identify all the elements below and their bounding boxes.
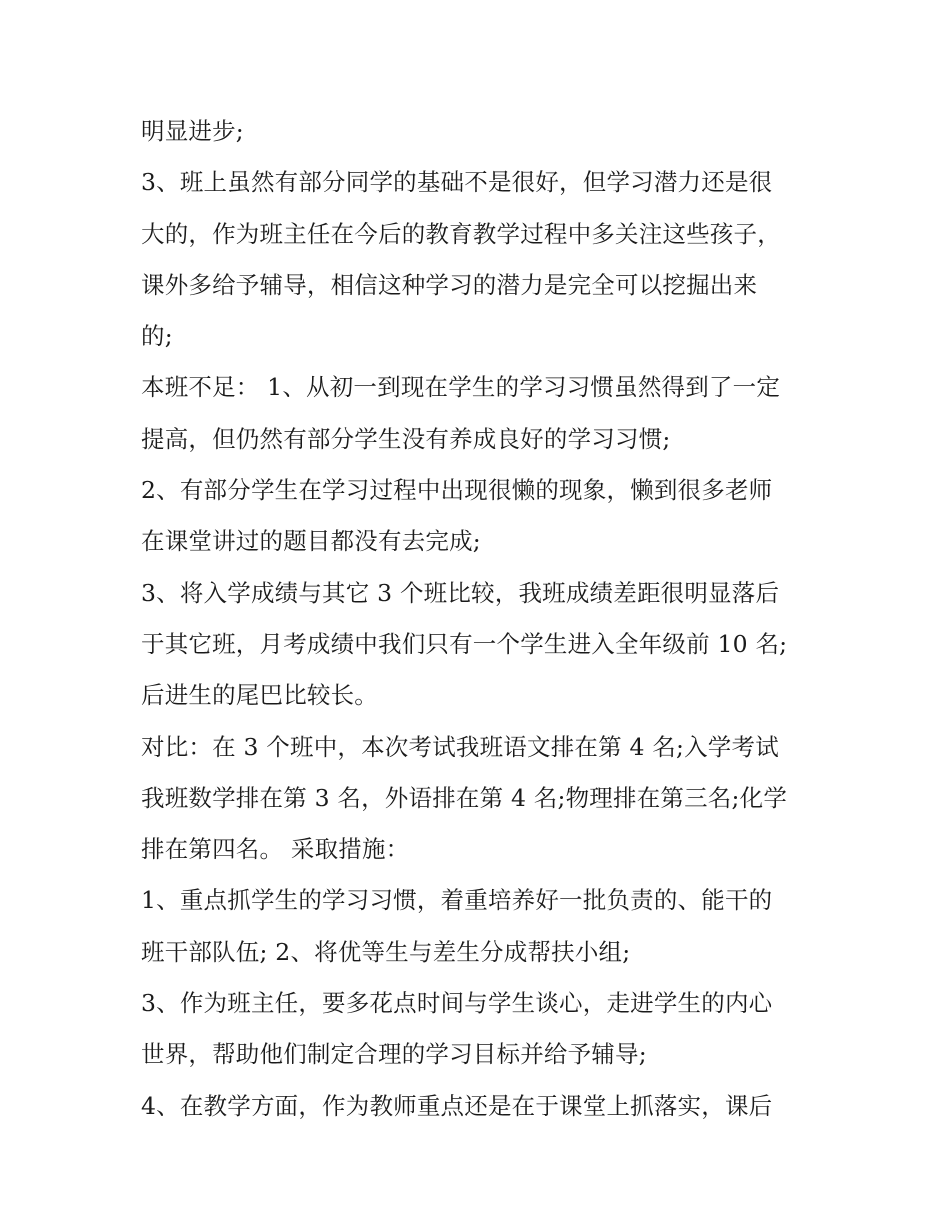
text-line: 3、将入学成绩与其它 3 个班比较，我班成绩差距很明显落后 <box>141 578 780 607</box>
text-line: 3、作为班主任，要多花点时间与学生谈心，走进学生的内心 <box>141 989 773 1018</box>
document-body <box>141 106 821 1132</box>
text-line: 世界，帮助他们制定合理的学习目标并给予辅导; <box>141 1040 647 1069</box>
text-line: 班干部队伍; 2、将优等生与差生分成帮扶小组; <box>141 937 631 966</box>
text-line: 本班不足： 1、从初一到现在学生的学习习惯虽然得到了一定 <box>141 373 781 402</box>
text-line: 对比：在 3 个班中，本次考试我班语文排在第 4 名;入学考试 <box>141 732 779 761</box>
text-line: 于其它班，月考成绩中我们只有一个学生进入全年级前 10 名; <box>141 629 788 658</box>
text-line: 课外多给予辅导，相信这种学习的潜力是完全可以挖掘出来 <box>141 270 758 299</box>
text-line: 我班数学排在第 3 名，外语排在第 4 名;物理排在第三名;化学 <box>141 783 788 812</box>
text-line: 2、有部分学生在学习过程中出现很懒的现象，懒到很多老师 <box>141 476 773 505</box>
text-line: 4、在教学方面，作为教师重点还是在于课堂上抓落实，课后 <box>141 1091 773 1120</box>
text-line: 明显进步; <box>141 117 244 145</box>
text-line: 在课堂讲过的题目都没有去完成; <box>141 527 481 556</box>
text-line: 大的，作为班主任在今后的教育教学过程中多关注这些孩子， <box>141 219 781 248</box>
text-line: 的; <box>141 322 173 351</box>
text-line: 3、班上虽然有部分同学的基础不是很好，但学习潜力还是很 <box>141 168 773 197</box>
text-line: 排在第四名。 采取措施： <box>141 835 410 864</box>
text-line: 提高，但仍然有部分学生没有养成良好的学习习惯; <box>141 424 671 453</box>
text-line: 1、重点抓学生的学习习惯，着重培养好一批负责的、能干的 <box>141 886 773 915</box>
text-line: 后进生的尾巴比较长。 <box>141 681 378 710</box>
